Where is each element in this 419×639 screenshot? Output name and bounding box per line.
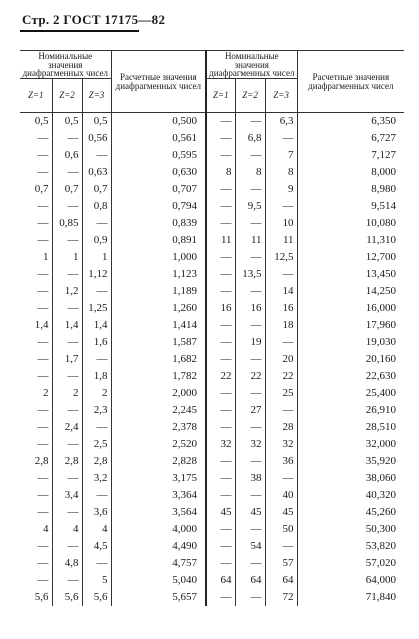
right-z1-cell: — bbox=[206, 130, 235, 147]
right-z2-cell: — bbox=[235, 589, 265, 606]
right-z3-cell: — bbox=[265, 266, 297, 283]
right-z2-cell: 32 bbox=[235, 436, 265, 453]
right-z1-cell: — bbox=[206, 215, 235, 232]
right-calculated-cell: 6,727 bbox=[371, 131, 397, 144]
table-row bbox=[20, 521, 404, 538]
right-calculated-cell: 11,310 bbox=[366, 233, 397, 246]
right-z1-cell: — bbox=[206, 147, 235, 164]
table-row bbox=[20, 453, 404, 470]
table-row bbox=[20, 266, 404, 283]
right-z3-cell: 6,3 bbox=[265, 112, 297, 130]
right-calculated-cell: 8,000 bbox=[371, 165, 397, 178]
right-z1-cell: — bbox=[206, 453, 235, 470]
right-z3-cell: 8 bbox=[265, 164, 297, 181]
left-z3-cell: 0,5 bbox=[82, 112, 111, 130]
table-row bbox=[20, 368, 404, 385]
left-calculated-cell: 1,123 bbox=[111, 266, 206, 283]
left-z2-cell: — bbox=[52, 334, 82, 351]
table-row bbox=[20, 504, 404, 521]
header-z2-right: Z=2 bbox=[235, 78, 265, 112]
right-z1-cell: — bbox=[206, 419, 235, 436]
left-z1-cell: — bbox=[20, 368, 52, 385]
table-row bbox=[20, 555, 404, 572]
right-z3-cell: 45 bbox=[265, 504, 297, 521]
left-z1-cell: — bbox=[20, 572, 52, 589]
right-calculated-cell: 6,350 bbox=[371, 114, 397, 127]
right-calculated-cell: 9,514 bbox=[371, 199, 397, 212]
right-z3-cell: 22 bbox=[265, 368, 297, 385]
left-z1-cell: — bbox=[20, 402, 52, 419]
right-calculated-cell: 35,920 bbox=[365, 454, 397, 467]
left-z1-cell: 0,7 bbox=[20, 181, 52, 198]
right-z2-cell: 22 bbox=[235, 368, 265, 385]
table-row bbox=[20, 470, 404, 487]
left-z3-cell: 0,56 bbox=[82, 130, 111, 147]
left-z2-cell: — bbox=[52, 402, 82, 419]
right-calculated-cell: 14,250 bbox=[365, 284, 397, 297]
left-z2-cell: 0,7 bbox=[52, 181, 82, 198]
right-z3-cell: — bbox=[265, 130, 297, 147]
right-z2-cell: 11 bbox=[235, 232, 265, 249]
right-z2-cell: — bbox=[235, 147, 265, 164]
right-z1-cell: — bbox=[206, 521, 235, 538]
left-z3-cell: 0,8 bbox=[82, 198, 111, 215]
table-row bbox=[20, 385, 404, 402]
left-z3-cell: 0,9 bbox=[82, 232, 111, 249]
right-z1-cell: — bbox=[206, 487, 235, 504]
left-z2-cell: 0,6 bbox=[52, 147, 82, 164]
right-z1-cell: — bbox=[206, 249, 235, 266]
right-calculated-cell: 57,020 bbox=[365, 556, 397, 569]
right-calculated-cell: 20,160 bbox=[365, 352, 397, 365]
left-z2-cell: 1,4 bbox=[52, 317, 82, 334]
right-z2-cell: — bbox=[235, 351, 265, 368]
right-z3-cell: 28 bbox=[265, 419, 297, 436]
table-row bbox=[20, 487, 404, 504]
table-row bbox=[20, 334, 404, 351]
right-z3-cell: 7 bbox=[265, 147, 297, 164]
left-z3-cell: 2 bbox=[82, 385, 111, 402]
left-z2-cell: — bbox=[52, 368, 82, 385]
right-z3-cell: 18 bbox=[265, 317, 297, 334]
left-z2-cell: — bbox=[52, 470, 82, 487]
table-row bbox=[20, 283, 404, 300]
header-nominal-right: Номинальные значения диафрагменных чисел bbox=[206, 51, 297, 79]
table-row bbox=[20, 232, 404, 249]
right-z1-cell: 11 bbox=[206, 232, 235, 249]
table-row bbox=[20, 215, 404, 232]
page-title: Стр. 2 ГОСТ 17175—82 bbox=[22, 12, 166, 27]
right-z3-cell: 32 bbox=[265, 436, 297, 453]
left-calculated-cell: 1,000 bbox=[111, 249, 206, 266]
left-z1-cell: — bbox=[20, 538, 52, 555]
right-z1-cell: 32 bbox=[206, 436, 235, 453]
left-z2-cell: — bbox=[52, 572, 82, 589]
right-calculated-cell: 38,060 bbox=[365, 471, 397, 484]
right-calculated-cell: 19,030 bbox=[365, 335, 397, 348]
right-z3-cell: 25 bbox=[265, 385, 297, 402]
table-row bbox=[20, 164, 404, 181]
header-z2-left: Z=2 bbox=[52, 78, 82, 112]
right-z1-cell: — bbox=[206, 283, 235, 300]
left-calculated-cell: 2,378 bbox=[111, 419, 206, 436]
right-calculated-cell: 16,000 bbox=[365, 301, 397, 314]
right-z1-cell: — bbox=[206, 112, 235, 130]
table-row bbox=[20, 112, 404, 130]
left-z1-cell: — bbox=[20, 334, 52, 351]
right-z2-cell: 45 bbox=[235, 504, 265, 521]
right-z1-cell: 16 bbox=[206, 300, 235, 317]
left-calculated-cell: 0,839 bbox=[111, 215, 206, 232]
left-z1-cell: — bbox=[20, 147, 52, 164]
table-row bbox=[20, 130, 404, 147]
left-z2-cell: 2,4 bbox=[52, 419, 82, 436]
left-z3-cell: 4,5 bbox=[82, 538, 111, 555]
left-calculated-cell: 2,520 bbox=[111, 436, 206, 453]
right-z3-cell: 9 bbox=[265, 181, 297, 198]
left-z2-cell: 1 bbox=[52, 249, 82, 266]
right-z2-cell: 64 bbox=[235, 572, 265, 589]
right-z3-cell: 12,5 bbox=[265, 249, 297, 266]
left-z1-cell: — bbox=[20, 419, 52, 436]
right-z1-cell: — bbox=[206, 538, 235, 555]
left-z3-cell: — bbox=[82, 147, 111, 164]
right-calculated-cell: 64,000 bbox=[365, 573, 397, 586]
right-z1-cell: 45 bbox=[206, 504, 235, 521]
right-z1-cell: — bbox=[206, 317, 235, 334]
left-z1-cell: — bbox=[20, 504, 52, 521]
right-z3-cell: — bbox=[265, 470, 297, 487]
right-calculated-cell: 32,000 bbox=[365, 437, 397, 450]
right-z2-cell: — bbox=[235, 487, 265, 504]
left-z1-cell: 0,5 bbox=[20, 112, 52, 130]
left-z3-cell: 1,6 bbox=[82, 334, 111, 351]
right-z1-cell: — bbox=[206, 351, 235, 368]
left-z2-cell: 0,5 bbox=[52, 112, 82, 130]
left-z1-cell: — bbox=[20, 283, 52, 300]
right-z1-cell: — bbox=[206, 334, 235, 351]
left-calculated-cell: 1,414 bbox=[111, 317, 206, 334]
right-z1-cell: 22 bbox=[206, 368, 235, 385]
left-z1-cell: 4 bbox=[20, 521, 52, 538]
right-calculated-cell: 40,320 bbox=[365, 488, 397, 501]
table-row bbox=[20, 249, 404, 266]
left-z1-cell: — bbox=[20, 487, 52, 504]
header-calculated-right: Расчетные значения диафрагменных чисел bbox=[297, 51, 404, 113]
right-z2-cell: 19 bbox=[235, 334, 265, 351]
left-calculated-cell: 0,561 bbox=[111, 130, 206, 147]
table-row bbox=[20, 538, 404, 555]
left-z3-cell: — bbox=[82, 283, 111, 300]
right-z2-cell: — bbox=[235, 317, 265, 334]
left-z1-cell: — bbox=[20, 266, 52, 283]
right-z2-cell: — bbox=[235, 112, 265, 130]
right-z2-cell: — bbox=[235, 419, 265, 436]
left-z1-cell: — bbox=[20, 232, 52, 249]
left-z2-cell: — bbox=[52, 266, 82, 283]
right-calculated-cell: 7,127 bbox=[371, 148, 397, 161]
right-z3-cell: 10 bbox=[265, 215, 297, 232]
table-row bbox=[20, 572, 404, 589]
right-z3-cell: 36 bbox=[265, 453, 297, 470]
table-row bbox=[20, 402, 404, 419]
left-z3-cell: 0,63 bbox=[82, 164, 111, 181]
left-z3-cell: 1,4 bbox=[82, 317, 111, 334]
left-z3-cell: 2,5 bbox=[82, 436, 111, 453]
title-underline bbox=[20, 30, 139, 32]
aperture-values-table bbox=[20, 50, 404, 606]
right-z1-cell: 8 bbox=[206, 164, 235, 181]
left-z3-cell: 0,7 bbox=[82, 181, 111, 198]
left-z1-cell: — bbox=[20, 351, 52, 368]
left-calculated-cell: 0,630 bbox=[111, 164, 206, 181]
left-calculated-cell: 0,891 bbox=[111, 232, 206, 249]
left-z1-cell: — bbox=[20, 215, 52, 232]
right-calculated-cell: 50,300 bbox=[365, 522, 397, 535]
left-z1-cell: — bbox=[20, 198, 52, 215]
right-z3-cell: — bbox=[265, 538, 297, 555]
left-z2-cell: 0,85 bbox=[52, 215, 82, 232]
right-z3-cell: 72 bbox=[265, 589, 297, 606]
right-z2-cell: — bbox=[235, 181, 265, 198]
right-z3-cell: — bbox=[265, 198, 297, 215]
left-calculated-cell: 5,657 bbox=[111, 589, 206, 606]
left-z2-cell: — bbox=[52, 232, 82, 249]
right-z3-cell: 57 bbox=[265, 555, 297, 572]
left-z1-cell: 2,8 bbox=[20, 453, 52, 470]
right-z2-cell: — bbox=[235, 385, 265, 402]
table-row bbox=[20, 147, 404, 164]
right-calculated-cell: 10,080 bbox=[365, 216, 397, 229]
table-row bbox=[20, 198, 404, 215]
left-calculated-cell: 1,260 bbox=[111, 300, 206, 317]
right-z3-cell: — bbox=[265, 334, 297, 351]
left-z3-cell: 1,25 bbox=[82, 300, 111, 317]
right-calculated-cell: 13,450 bbox=[365, 267, 397, 280]
right-calculated-cell: 28,510 bbox=[365, 420, 397, 433]
right-calculated-cell: 45,260 bbox=[365, 505, 397, 518]
left-calculated-cell: 1,587 bbox=[111, 334, 206, 351]
left-calculated-cell: 2,000 bbox=[111, 385, 206, 402]
header-z1-left: Z=1 bbox=[20, 78, 52, 112]
header-z3-right: Z=3 bbox=[265, 78, 297, 112]
left-calculated-cell: 1,682 bbox=[111, 351, 206, 368]
left-z3-cell: 1 bbox=[82, 249, 111, 266]
right-z1-cell: — bbox=[206, 266, 235, 283]
table-row bbox=[20, 300, 404, 317]
left-calculated-cell: 0,707 bbox=[111, 181, 206, 198]
right-calculated-cell: 71,840 bbox=[365, 590, 397, 603]
right-z3-cell: 16 bbox=[265, 300, 297, 317]
table-row bbox=[20, 436, 404, 453]
right-z2-cell: — bbox=[235, 215, 265, 232]
left-z2-cell: 1,2 bbox=[52, 283, 82, 300]
left-z3-cell: — bbox=[82, 555, 111, 572]
left-z1-cell: — bbox=[20, 436, 52, 453]
left-z2-cell: 2 bbox=[52, 385, 82, 402]
left-calculated-cell: 1,782 bbox=[111, 368, 206, 385]
left-calculated-cell: 3,564 bbox=[111, 504, 206, 521]
left-z1-cell: 5,6 bbox=[20, 589, 52, 606]
left-z1-cell: — bbox=[20, 470, 52, 487]
left-calculated-cell: 4,757 bbox=[111, 555, 206, 572]
right-z2-cell: — bbox=[235, 283, 265, 300]
left-calculated-cell: 3,175 bbox=[111, 470, 206, 487]
right-z1-cell: — bbox=[206, 555, 235, 572]
right-z2-cell: 9,5 bbox=[235, 198, 265, 215]
right-z3-cell: 64 bbox=[265, 572, 297, 589]
left-z1-cell: — bbox=[20, 555, 52, 572]
left-z2-cell: 3,4 bbox=[52, 487, 82, 504]
table-row bbox=[20, 317, 404, 334]
left-z3-cell: 2,8 bbox=[82, 453, 111, 470]
left-z2-cell: — bbox=[52, 538, 82, 555]
left-calculated-cell: 4,000 bbox=[111, 521, 206, 538]
right-z3-cell: 20 bbox=[265, 351, 297, 368]
left-z1-cell: 1,4 bbox=[20, 317, 52, 334]
left-z1-cell: 2 bbox=[20, 385, 52, 402]
left-z3-cell: 3,2 bbox=[82, 470, 111, 487]
left-z2-cell: — bbox=[52, 504, 82, 521]
table-row bbox=[20, 181, 404, 198]
right-z2-cell: 54 bbox=[235, 538, 265, 555]
left-z2-cell: 1,7 bbox=[52, 351, 82, 368]
right-z2-cell: — bbox=[235, 249, 265, 266]
left-z3-cell: — bbox=[82, 487, 111, 504]
right-z2-cell: 8 bbox=[235, 164, 265, 181]
table-row bbox=[20, 419, 404, 436]
table-row bbox=[20, 589, 404, 606]
right-z1-cell: 64 bbox=[206, 572, 235, 589]
left-z2-cell: 4 bbox=[52, 521, 82, 538]
right-calculated-cell: 22,630 bbox=[365, 369, 397, 382]
left-calculated-cell: 0,500 bbox=[111, 112, 206, 130]
left-z2-cell: 5,6 bbox=[52, 589, 82, 606]
right-calculated-cell: 17,960 bbox=[365, 318, 397, 331]
left-calculated-cell: 0,794 bbox=[111, 198, 206, 215]
left-z2-cell: 4,8 bbox=[52, 555, 82, 572]
right-z2-cell: 16 bbox=[235, 300, 265, 317]
left-z3-cell: 1,12 bbox=[82, 266, 111, 283]
left-z2-cell: — bbox=[52, 164, 82, 181]
left-z1-cell: — bbox=[20, 300, 52, 317]
right-z3-cell: 11 bbox=[265, 232, 297, 249]
left-z2-cell: — bbox=[52, 300, 82, 317]
table-row bbox=[20, 351, 404, 368]
left-calculated-cell: 4,490 bbox=[111, 538, 206, 555]
left-calculated-cell: 2,245 bbox=[111, 402, 206, 419]
left-z3-cell: — bbox=[82, 419, 111, 436]
header-nominal-left: Номинальные значения диафрагменных чисел bbox=[20, 51, 111, 79]
left-calculated-cell: 3,364 bbox=[111, 487, 206, 504]
left-z2-cell: 2,8 bbox=[52, 453, 82, 470]
left-z1-cell: — bbox=[20, 164, 52, 181]
header-z3-left: Z=3 bbox=[82, 78, 111, 112]
right-z1-cell: — bbox=[206, 589, 235, 606]
right-z1-cell: — bbox=[206, 181, 235, 198]
right-calculated-cell: 12,700 bbox=[365, 250, 397, 263]
left-z3-cell: 2,3 bbox=[82, 402, 111, 419]
right-z2-cell: — bbox=[235, 521, 265, 538]
right-z3-cell: 14 bbox=[265, 283, 297, 300]
left-calculated-cell: 5,040 bbox=[111, 572, 206, 589]
left-z3-cell: 1,8 bbox=[82, 368, 111, 385]
header-calculated-left: Расчетные значения диафрагменных чисел bbox=[111, 51, 206, 113]
right-z1-cell: — bbox=[206, 402, 235, 419]
right-calculated-cell: 53,820 bbox=[365, 539, 397, 552]
right-z2-cell: 38 bbox=[235, 470, 265, 487]
right-z2-cell: — bbox=[235, 453, 265, 470]
left-z3-cell: 5,6 bbox=[82, 589, 111, 606]
right-calculated-cell: 25,400 bbox=[365, 386, 397, 399]
left-z1-cell: 1 bbox=[20, 249, 52, 266]
right-z3-cell: 50 bbox=[265, 521, 297, 538]
right-z3-cell: 40 bbox=[265, 487, 297, 504]
right-z1-cell: — bbox=[206, 470, 235, 487]
left-calculated-cell: 1,189 bbox=[111, 283, 206, 300]
right-z2-cell: — bbox=[235, 555, 265, 572]
right-z1-cell: — bbox=[206, 198, 235, 215]
right-z2-cell: 13,5 bbox=[235, 266, 265, 283]
left-z3-cell: — bbox=[82, 215, 111, 232]
header-z1-right: Z=1 bbox=[206, 78, 235, 112]
left-z3-cell: 3,6 bbox=[82, 504, 111, 521]
right-z3-cell: — bbox=[265, 402, 297, 419]
right-calculated-cell: 26,910 bbox=[365, 403, 397, 416]
left-z2-cell: — bbox=[52, 130, 82, 147]
right-z2-cell: 27 bbox=[235, 402, 265, 419]
left-z3-cell: 5 bbox=[82, 572, 111, 589]
left-calculated-cell: 2,828 bbox=[111, 453, 206, 470]
right-calculated-cell: 8,980 bbox=[371, 182, 397, 195]
left-z1-cell: — bbox=[20, 130, 52, 147]
left-z2-cell: — bbox=[52, 198, 82, 215]
left-z2-cell: — bbox=[52, 436, 82, 453]
left-calculated-cell: 0,595 bbox=[111, 147, 206, 164]
right-z1-cell: — bbox=[206, 385, 235, 402]
left-z3-cell: 4 bbox=[82, 521, 111, 538]
left-z3-cell: — bbox=[82, 351, 111, 368]
right-z2-cell: 6,8 bbox=[235, 130, 265, 147]
